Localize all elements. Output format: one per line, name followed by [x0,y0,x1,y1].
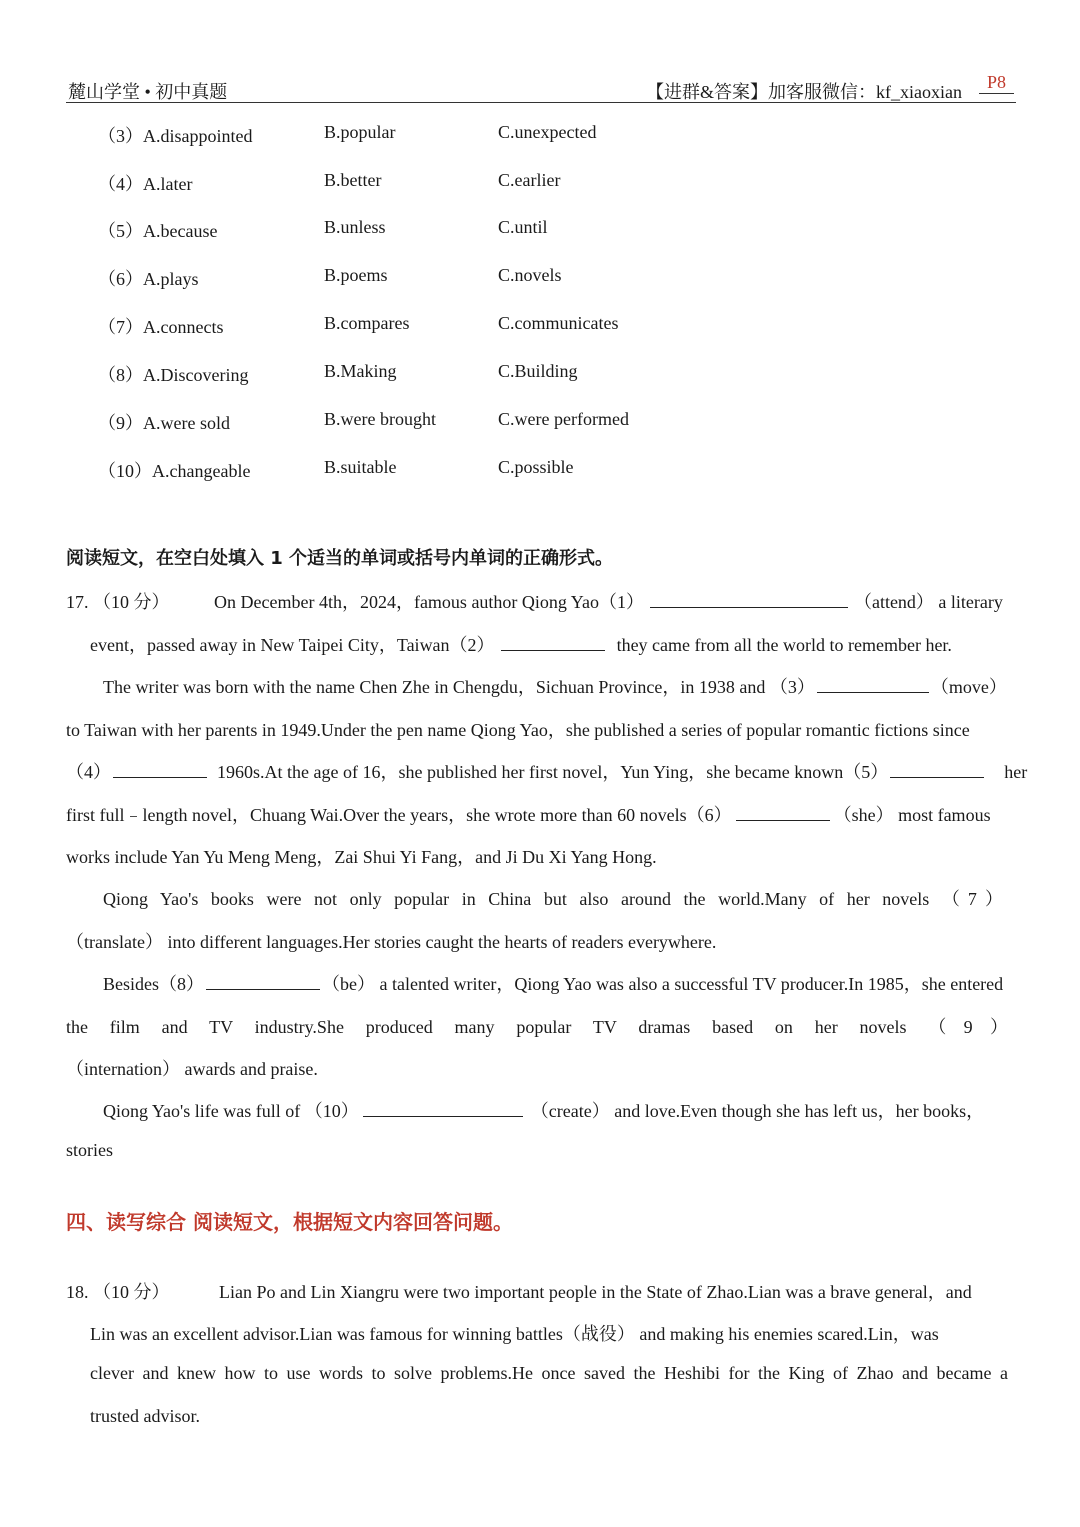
q17-line-1: On December 4th，2024，famous author Qiong Yao（1） （attend） a literary [214,588,1003,614]
q17-line-3: The writer was born with the name Chen Zhe in Chengdu，Sichuan Province，in 1938 and （3） （move） [103,673,1007,699]
option-c: C.were performed [498,409,629,429]
option-a: （5）A.because [98,221,218,241]
option-a: （3）A.disappointed [98,126,253,146]
q17-line-8: Qiong Yao's books were not only popular in China but also around the world.Many of her novels （7） [103,889,1003,909]
blank-1[interactable] [650,589,848,608]
option-b: B.poems [324,265,388,285]
header-brand: 麓山学堂 • 初中真题 [68,82,228,102]
option-c: C.novels [498,265,562,285]
option-b: B.popular [324,122,396,142]
blank-2[interactable] [501,632,605,651]
option-c: C.unexpected [498,122,597,142]
option-c: C.earlier [498,170,561,190]
option-c: C.until [498,217,548,237]
q17-line-10: Besides（8） （be） a talented writer，Qiong Yao was also a successful TV producer.In 1985，she entered [103,970,1003,996]
q18-line-3: clever and knew how to use words to solve problems.He once saved the Heshibi for the King of Zhao and became a [90,1363,1008,1383]
option-c: C.communicates [498,313,619,333]
q17-line-13: Qiong Yao's life was full of （10） （create） and love.Even though she has left us，her books， [103,1097,984,1123]
q18-line-4: trusted advisor. [90,1406,200,1426]
blank-3[interactable] [817,674,929,693]
q17-line-7: works include Yan Yu Meng Meng，Zai Shui Yi Fang，and Ji Du Xi Yang Hong. [66,847,657,867]
q18-number: 18. （10 分） [66,1282,170,1302]
q18-line-1: Lian Po and Lin Xiangru were two important people in the State of Zhao.Lian was a brave general，and [219,1282,972,1302]
q17-line-4: to Taiwan with her parents in 1949.Under the pen name Qiong Yao，she published a series of popular romantic fictions since [66,720,970,740]
q18-line-2: Lin was an excellent advisor.Lian was famous for winning battles（战役） and making his enemies scared.Lin，was [90,1324,939,1344]
q17-line-9: （translate） into different languages.Her stories caught the hearts of readers everywhere. [66,932,717,952]
section-4-heading: 四、读写综合 阅读短文，根据短文内容回答问题。 [66,1210,513,1234]
option-a: （9）A.were sold [98,413,230,433]
option-c: C.Building [498,361,578,381]
page-header [66,72,1016,103]
q17-line-2: event，passed away in New Taipei City，Taiwan（2） they came from all the world to remember her. [90,631,952,657]
option-c: C.possible [498,457,574,477]
option-b: B.suitable [324,457,397,477]
option-a: （7）A.connects [98,317,224,337]
option-a: （8）A.Discovering [98,365,249,385]
option-b: B.compares [324,313,410,333]
instruction-heading: 阅读短文，在空白处填入 1 个适当的单词或括号内单词的正确形式。 [66,548,614,569]
option-a: （4）A.later [98,174,193,194]
q17-line-5: （4） 1960s.At the age of 16，she published her first novel，Yun Ying，she became known（5） her [66,758,1027,784]
blank-5[interactable] [890,759,984,778]
blank-6[interactable] [736,802,830,821]
blank-8[interactable] [206,971,320,990]
blank-4[interactable] [113,759,207,778]
q17-line-6: first full﹣length novel，Chuang Wai.Over the years，she wrote more than 60 novels（6） （she） most famous [66,801,991,827]
option-b: B.were brought [324,409,436,429]
q17-number: 17. （10 分） [66,592,170,612]
q17-line-11: the film and TV industry.She produced many popular TV dramas based on her novels （9） [66,1017,1008,1037]
option-a: （6）A.plays [98,269,199,289]
header-contact: 【进群&答案】加客服微信：kf_xiaoxian [646,82,962,102]
q17-line-14: stories [66,1140,113,1160]
option-b: B.Making [324,361,397,381]
page-number: P8 [979,72,1014,94]
blank-10[interactable] [363,1098,523,1117]
q17-line-12: （internation） awards and praise. [66,1059,318,1079]
option-b: B.unless [324,217,386,237]
option-b: B.better [324,170,382,190]
option-a: （10）A.changeable [98,461,251,481]
